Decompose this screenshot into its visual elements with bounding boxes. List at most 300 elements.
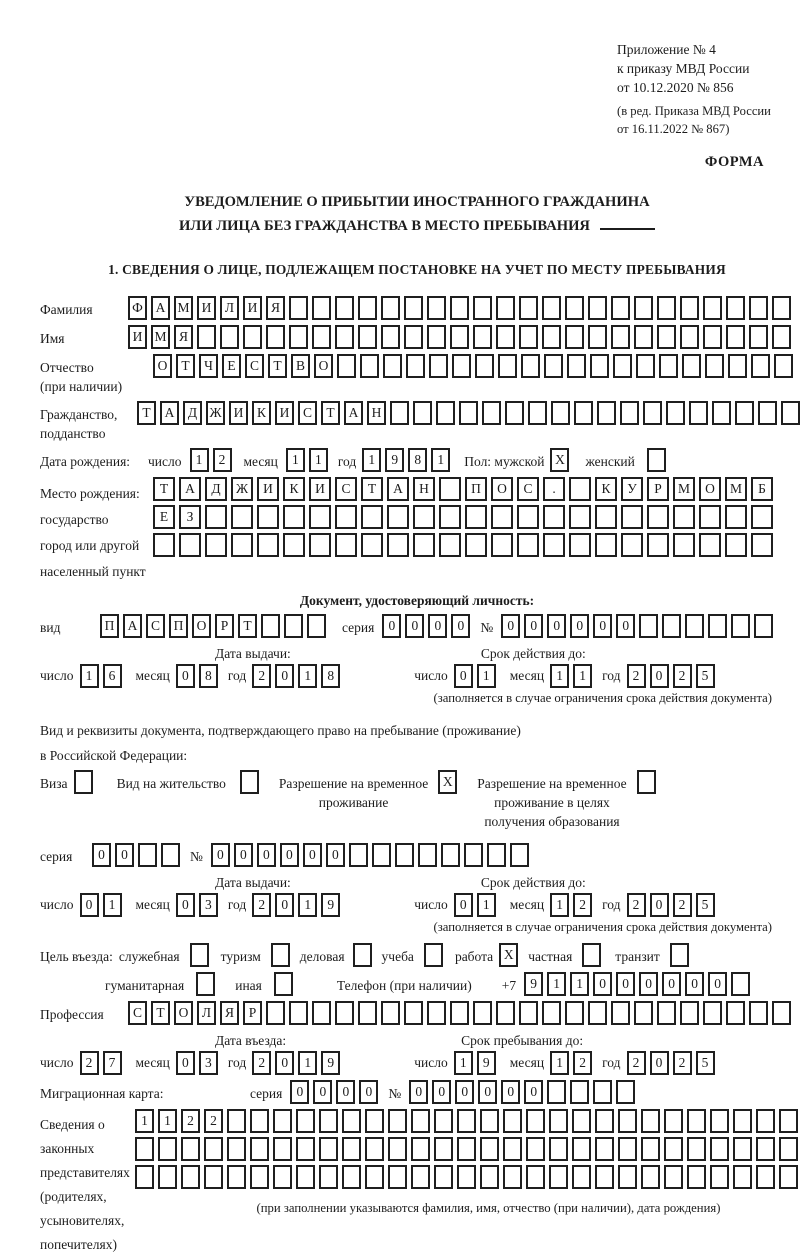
form-cell[interactable] xyxy=(480,1109,499,1133)
form-cell[interactable] xyxy=(161,843,180,867)
form-cell[interactable] xyxy=(480,1165,499,1189)
form-cell[interactable] xyxy=(618,1137,637,1161)
form-cell[interactable]: М xyxy=(725,477,747,501)
form-cell[interactable] xyxy=(673,505,695,529)
form-cell[interactable] xyxy=(565,1001,584,1025)
form-cell[interactable] xyxy=(733,1137,752,1161)
form-cell[interactable]: 2 xyxy=(213,448,232,472)
form-cell[interactable] xyxy=(657,296,676,320)
form-cell[interactable] xyxy=(572,1165,591,1189)
form-cell[interactable] xyxy=(567,354,586,378)
form-cell[interactable] xyxy=(620,401,639,425)
form-cell[interactable] xyxy=(335,325,354,349)
form-cell[interactable] xyxy=(283,533,305,557)
form-cell[interactable]: 0 xyxy=(501,614,520,638)
form-cell[interactable] xyxy=(464,843,483,867)
form-cell[interactable] xyxy=(261,614,280,638)
form-cell[interactable] xyxy=(491,505,513,529)
form-cell[interactable] xyxy=(459,401,478,425)
form-cell[interactable] xyxy=(641,1109,660,1133)
form-cell[interactable] xyxy=(473,325,492,349)
form-cell[interactable]: К xyxy=(252,401,271,425)
form-cell[interactable]: 9 xyxy=(524,972,543,996)
form-cell[interactable]: 0 xyxy=(593,614,612,638)
form-cell[interactable]: 2 xyxy=(204,1109,223,1133)
form-cell[interactable]: 0 xyxy=(115,843,134,867)
form-cell[interactable]: П xyxy=(100,614,119,638)
form-cell[interactable] xyxy=(687,1165,706,1189)
form-cell[interactable]: И xyxy=(128,325,147,349)
form-cell[interactable] xyxy=(335,1001,354,1025)
form-cell[interactable] xyxy=(772,1001,791,1025)
form-cell[interactable]: А xyxy=(151,296,170,320)
form-cell[interactable] xyxy=(413,505,435,529)
form-cell[interactable] xyxy=(544,354,563,378)
form-cell[interactable]: 0 xyxy=(280,843,299,867)
form-cell[interactable]: 9 xyxy=(321,1051,340,1075)
right-doc-series-cells[interactable] xyxy=(92,843,184,867)
form-cell[interactable] xyxy=(517,533,539,557)
form-cell[interactable]: П xyxy=(169,614,188,638)
form-cell[interactable] xyxy=(517,505,539,529)
form-cell[interactable] xyxy=(395,843,414,867)
form-cell[interactable] xyxy=(441,843,460,867)
form-cell[interactable] xyxy=(358,1001,377,1025)
form-cell[interactable] xyxy=(733,1109,752,1133)
guardians-cells-row-1[interactable] xyxy=(135,1109,802,1133)
form-cell[interactable] xyxy=(387,505,409,529)
form-cell[interactable]: 1 xyxy=(550,893,569,917)
form-cell[interactable] xyxy=(190,943,209,967)
form-cell[interactable] xyxy=(647,533,669,557)
form-cell[interactable] xyxy=(641,1137,660,1161)
form-cell[interactable] xyxy=(487,843,506,867)
form-cell[interactable] xyxy=(703,296,722,320)
form-cell[interactable]: 0 xyxy=(524,614,543,638)
stay-month-cells[interactable] xyxy=(550,1051,596,1075)
form-cell[interactable] xyxy=(457,1109,476,1133)
form-cell[interactable]: И xyxy=(309,477,331,501)
form-cell[interactable] xyxy=(231,533,253,557)
form-cell[interactable] xyxy=(411,1137,430,1161)
form-cell[interactable] xyxy=(450,1001,469,1025)
form-cell[interactable]: 0 xyxy=(616,972,635,996)
form-cell[interactable]: 2 xyxy=(252,664,271,688)
form-cell[interactable]: Т xyxy=(268,354,287,378)
form-cell[interactable]: 9 xyxy=(321,893,340,917)
form-cell[interactable]: 0 xyxy=(275,893,294,917)
form-cell[interactable]: X xyxy=(438,770,457,794)
form-cell[interactable] xyxy=(703,325,722,349)
form-cell[interactable] xyxy=(639,614,658,638)
form-cell[interactable] xyxy=(731,614,750,638)
form-cell[interactable]: Т xyxy=(137,401,156,425)
form-cell[interactable]: 0 xyxy=(336,1080,355,1104)
form-cell[interactable] xyxy=(365,1137,384,1161)
form-cell[interactable] xyxy=(220,325,239,349)
form-cell[interactable]: 0 xyxy=(382,614,401,638)
form-cell[interactable]: 7 xyxy=(103,1051,122,1075)
form-cell[interactable] xyxy=(388,1165,407,1189)
form-cell[interactable] xyxy=(429,354,448,378)
form-cell[interactable] xyxy=(634,1001,653,1025)
form-cell[interactable] xyxy=(284,614,303,638)
form-cell[interactable]: Т xyxy=(238,614,257,638)
form-cell[interactable] xyxy=(618,1109,637,1133)
form-cell[interactable] xyxy=(289,1001,308,1025)
form-cell[interactable]: 0 xyxy=(275,664,294,688)
form-cell[interactable] xyxy=(439,505,461,529)
entry-day-cells[interactable] xyxy=(80,1051,126,1075)
form-cell[interactable] xyxy=(712,401,731,425)
form-cell[interactable] xyxy=(465,533,487,557)
form-cell[interactable]: 9 xyxy=(385,448,404,472)
form-cell[interactable] xyxy=(372,843,391,867)
form-cell[interactable] xyxy=(549,1109,568,1133)
form-cell[interactable] xyxy=(312,325,331,349)
form-cell[interactable]: 1 xyxy=(547,972,566,996)
form-cell[interactable] xyxy=(543,533,565,557)
form-cell[interactable] xyxy=(569,533,591,557)
form-cell[interactable] xyxy=(526,1165,545,1189)
form-cell[interactable] xyxy=(411,1109,430,1133)
form-cell[interactable]: 0 xyxy=(616,614,635,638)
form-cell[interactable] xyxy=(751,505,773,529)
purpose-study-checkbox[interactable] xyxy=(424,943,447,967)
form-cell[interactable]: С xyxy=(298,401,317,425)
form-cell[interactable]: И xyxy=(197,296,216,320)
form-cell[interactable]: Я xyxy=(220,1001,239,1025)
form-cell[interactable] xyxy=(726,325,745,349)
form-cell[interactable] xyxy=(569,505,591,529)
form-cell[interactable]: 0 xyxy=(405,614,424,638)
form-cell[interactable]: 6 xyxy=(103,664,122,688)
form-cell[interactable]: 2 xyxy=(252,1051,271,1075)
form-cell[interactable]: Л xyxy=(197,1001,216,1025)
form-cell[interactable] xyxy=(542,325,561,349)
form-cell[interactable] xyxy=(205,505,227,529)
entry-year-cells[interactable] xyxy=(252,1051,344,1075)
doc-valid-day-cells[interactable] xyxy=(454,664,500,688)
form-cell[interactable]: 1 xyxy=(431,448,450,472)
form-cell[interactable] xyxy=(588,1001,607,1025)
citizenship-cells[interactable] xyxy=(137,401,804,425)
form-cell[interactable]: 3 xyxy=(199,893,218,917)
form-cell[interactable]: 0 xyxy=(451,614,470,638)
form-cell[interactable] xyxy=(480,1137,499,1161)
form-cell[interactable] xyxy=(390,401,409,425)
form-cell[interactable]: 0 xyxy=(313,1080,332,1104)
form-cell[interactable]: Е xyxy=(153,505,175,529)
form-cell[interactable]: Р xyxy=(647,477,669,501)
form-cell[interactable] xyxy=(634,325,653,349)
form-cell[interactable] xyxy=(434,1137,453,1161)
form-cell[interactable]: А xyxy=(387,477,409,501)
form-cell[interactable] xyxy=(358,325,377,349)
form-cell[interactable] xyxy=(611,296,630,320)
form-cell[interactable] xyxy=(427,296,446,320)
form-cell[interactable]: 0 xyxy=(650,1051,669,1075)
form-cell[interactable] xyxy=(708,614,727,638)
form-cell[interactable] xyxy=(526,1109,545,1133)
doc-issue-day-cells[interactable] xyxy=(80,664,126,688)
form-cell[interactable]: Я xyxy=(266,296,285,320)
doc-number-cells[interactable] xyxy=(501,614,777,638)
form-cell[interactable] xyxy=(547,1080,566,1104)
form-cell[interactable]: 1 xyxy=(286,448,305,472)
stay-day-cells[interactable] xyxy=(454,1051,500,1075)
form-cell[interactable] xyxy=(751,354,770,378)
form-cell[interactable] xyxy=(572,1137,591,1161)
form-cell[interactable] xyxy=(404,1001,423,1025)
form-cell[interactable] xyxy=(266,1001,285,1025)
form-cell[interactable]: М xyxy=(673,477,695,501)
form-cell[interactable]: 1 xyxy=(298,664,317,688)
form-cell[interactable]: В xyxy=(291,354,310,378)
migration-card-series-cells[interactable] xyxy=(290,1080,382,1104)
visa-checkbox[interactable] xyxy=(74,770,97,794)
doc-valid-month-cells[interactable] xyxy=(550,664,596,688)
form-cell[interactable] xyxy=(636,354,655,378)
form-cell[interactable] xyxy=(710,1165,729,1189)
form-cell[interactable]: 0 xyxy=(326,843,345,867)
form-cell[interactable]: 0 xyxy=(639,972,658,996)
form-cell[interactable] xyxy=(664,1109,683,1133)
form-cell[interactable] xyxy=(543,505,565,529)
form-cell[interactable]: 0 xyxy=(547,614,566,638)
sex-male-checkbox[interactable] xyxy=(550,448,573,472)
form-cell[interactable]: И xyxy=(229,401,248,425)
form-cell[interactable] xyxy=(381,1001,400,1025)
form-cell[interactable] xyxy=(685,614,704,638)
form-cell[interactable] xyxy=(643,401,662,425)
form-cell[interactable]: Т xyxy=(151,1001,170,1025)
right-doc-issue-day-cells[interactable] xyxy=(80,893,126,917)
form-cell[interactable]: 2 xyxy=(627,664,646,688)
form-cell[interactable] xyxy=(498,354,517,378)
form-cell[interactable] xyxy=(250,1165,269,1189)
form-cell[interactable]: И xyxy=(243,296,262,320)
birth-year-cells[interactable] xyxy=(362,448,454,472)
form-cell[interactable]: . xyxy=(543,477,565,501)
form-cell[interactable]: 0 xyxy=(708,972,727,996)
form-cell[interactable]: 1 xyxy=(80,664,99,688)
form-cell[interactable]: О xyxy=(174,1001,193,1025)
form-cell[interactable] xyxy=(779,1165,798,1189)
form-cell[interactable] xyxy=(779,1137,798,1161)
form-cell[interactable]: 0 xyxy=(257,843,276,867)
form-cell[interactable] xyxy=(647,448,666,472)
form-cell[interactable] xyxy=(439,477,461,501)
form-cell[interactable] xyxy=(647,505,669,529)
birthplace-cells-row-3[interactable] xyxy=(153,533,777,557)
residence-permit-checkbox[interactable] xyxy=(240,770,263,794)
form-cell[interactable] xyxy=(404,325,423,349)
doc-issue-year-cells[interactable] xyxy=(252,664,344,688)
form-cell[interactable]: О xyxy=(192,614,211,638)
form-cell[interactable] xyxy=(673,533,695,557)
form-cell[interactable] xyxy=(519,296,538,320)
purpose-other-checkbox[interactable] xyxy=(274,972,297,996)
form-cell[interactable]: 3 xyxy=(199,1051,218,1075)
form-cell[interactable] xyxy=(680,1001,699,1025)
form-cell[interactable]: 0 xyxy=(359,1080,378,1104)
form-cell[interactable]: 2 xyxy=(181,1109,200,1133)
form-cell[interactable] xyxy=(342,1109,361,1133)
right-doc-number-cells[interactable] xyxy=(211,843,533,867)
form-cell[interactable] xyxy=(319,1165,338,1189)
form-cell[interactable]: 0 xyxy=(80,893,99,917)
birth-month-cells[interactable] xyxy=(286,448,332,472)
form-cell[interactable] xyxy=(473,1001,492,1025)
form-cell[interactable]: К xyxy=(595,477,617,501)
right-doc-issue-month-cells[interactable] xyxy=(176,893,222,917)
form-cell[interactable] xyxy=(482,401,501,425)
form-cell[interactable] xyxy=(204,1137,223,1161)
doc-issue-month-cells[interactable] xyxy=(176,664,222,688)
form-cell[interactable]: И xyxy=(275,401,294,425)
form-cell[interactable] xyxy=(312,296,331,320)
form-cell[interactable] xyxy=(360,354,379,378)
form-cell[interactable]: 1 xyxy=(573,664,592,688)
form-cell[interactable] xyxy=(197,325,216,349)
purpose-business-checkbox[interactable] xyxy=(353,943,376,967)
form-cell[interactable] xyxy=(758,401,777,425)
form-cell[interactable] xyxy=(595,1109,614,1133)
form-cell[interactable]: 0 xyxy=(290,1080,309,1104)
doc-valid-year-cells[interactable] xyxy=(627,664,719,688)
form-cell[interactable] xyxy=(772,325,791,349)
form-cell[interactable] xyxy=(659,354,678,378)
form-cell[interactable] xyxy=(335,533,357,557)
form-cell[interactable]: 0 xyxy=(176,1051,195,1075)
form-cell[interactable]: 0 xyxy=(570,614,589,638)
form-cell[interactable] xyxy=(699,533,721,557)
form-cell[interactable] xyxy=(337,354,356,378)
form-cell[interactable] xyxy=(595,1137,614,1161)
form-cell[interactable]: Т xyxy=(361,477,383,501)
form-cell[interactable] xyxy=(296,1165,315,1189)
form-cell[interactable]: 0 xyxy=(409,1080,428,1104)
form-cell[interactable] xyxy=(271,943,290,967)
form-cell[interactable]: 0 xyxy=(211,843,230,867)
form-cell[interactable]: Я xyxy=(174,325,193,349)
form-cell[interactable]: 1 xyxy=(454,1051,473,1075)
form-cell[interactable] xyxy=(289,296,308,320)
form-cell[interactable]: Н xyxy=(413,477,435,501)
guardians-cells-row-3[interactable] xyxy=(135,1165,802,1189)
form-cell[interactable]: 0 xyxy=(176,893,195,917)
form-cell[interactable]: О xyxy=(153,354,172,378)
purpose-official-checkbox[interactable] xyxy=(190,943,213,967)
form-cell[interactable] xyxy=(204,1165,223,1189)
form-cell[interactable] xyxy=(613,354,632,378)
form-cell[interactable] xyxy=(361,533,383,557)
form-cell[interactable] xyxy=(491,533,513,557)
form-cell[interactable] xyxy=(595,1165,614,1189)
form-cell[interactable]: Д xyxy=(183,401,202,425)
form-cell[interactable] xyxy=(227,1137,246,1161)
form-cell[interactable]: Р xyxy=(215,614,234,638)
form-cell[interactable]: А xyxy=(179,477,201,501)
form-cell[interactable] xyxy=(505,401,524,425)
form-cell[interactable]: С xyxy=(128,1001,147,1025)
form-cell[interactable] xyxy=(779,1109,798,1133)
form-cell[interactable] xyxy=(588,296,607,320)
form-cell[interactable] xyxy=(289,325,308,349)
form-cell[interactable] xyxy=(526,1137,545,1161)
form-cell[interactable] xyxy=(250,1109,269,1133)
profession-cells[interactable] xyxy=(128,1001,795,1025)
form-cell[interactable] xyxy=(687,1137,706,1161)
form-cell[interactable]: У xyxy=(621,477,643,501)
form-cell[interactable]: 0 xyxy=(432,1080,451,1104)
form-cell[interactable] xyxy=(434,1109,453,1133)
form-cell[interactable] xyxy=(749,1001,768,1025)
form-cell[interactable] xyxy=(570,1080,589,1104)
form-cell[interactable]: 1 xyxy=(550,1051,569,1075)
form-cell[interactable] xyxy=(657,325,676,349)
form-cell[interactable]: 0 xyxy=(92,843,111,867)
form-cell[interactable]: 0 xyxy=(662,972,681,996)
form-cell[interactable] xyxy=(74,770,93,794)
form-cell[interactable] xyxy=(621,533,643,557)
form-cell[interactable] xyxy=(342,1137,361,1161)
phone-cells[interactable] xyxy=(524,972,754,996)
form-cell[interactable]: 0 xyxy=(593,972,612,996)
form-cell[interactable]: 2 xyxy=(80,1051,99,1075)
form-cell[interactable] xyxy=(728,354,747,378)
form-cell[interactable]: 1 xyxy=(477,893,496,917)
name-cells[interactable] xyxy=(128,325,795,349)
form-cell[interactable]: Ж xyxy=(206,401,225,425)
form-cell[interactable] xyxy=(138,843,157,867)
form-cell[interactable] xyxy=(616,1080,635,1104)
form-cell[interactable] xyxy=(666,401,685,425)
form-cell[interactable] xyxy=(503,1109,522,1133)
form-cell[interactable]: 1 xyxy=(298,893,317,917)
form-cell[interactable] xyxy=(634,296,653,320)
form-cell[interactable]: 0 xyxy=(234,843,253,867)
form-cell[interactable] xyxy=(406,354,425,378)
form-cell[interactable]: 2 xyxy=(252,893,271,917)
form-cell[interactable]: И xyxy=(257,477,279,501)
form-cell[interactable] xyxy=(551,401,570,425)
form-cell[interactable]: X xyxy=(499,943,518,967)
form-cell[interactable] xyxy=(725,533,747,557)
form-cell[interactable] xyxy=(381,296,400,320)
form-cell[interactable] xyxy=(593,1080,612,1104)
form-cell[interactable]: З xyxy=(179,505,201,529)
form-cell[interactable] xyxy=(309,505,331,529)
sex-female-checkbox[interactable] xyxy=(647,448,670,472)
right-doc-valid-month-cells[interactable] xyxy=(550,893,596,917)
guardians-cells-row-2[interactable] xyxy=(135,1137,802,1161)
form-cell[interactable]: 1 xyxy=(135,1109,154,1133)
form-cell[interactable] xyxy=(273,1165,292,1189)
form-cell[interactable]: 1 xyxy=(103,893,122,917)
form-cell[interactable] xyxy=(411,1165,430,1189)
form-cell[interactable] xyxy=(781,401,800,425)
form-cell[interactable] xyxy=(749,325,768,349)
form-cell[interactable] xyxy=(574,401,593,425)
form-cell[interactable] xyxy=(519,325,538,349)
form-cell[interactable]: 0 xyxy=(650,664,669,688)
form-cell[interactable] xyxy=(349,843,368,867)
form-cell[interactable] xyxy=(450,296,469,320)
form-cell[interactable] xyxy=(749,296,768,320)
form-cell[interactable]: Т xyxy=(321,401,340,425)
